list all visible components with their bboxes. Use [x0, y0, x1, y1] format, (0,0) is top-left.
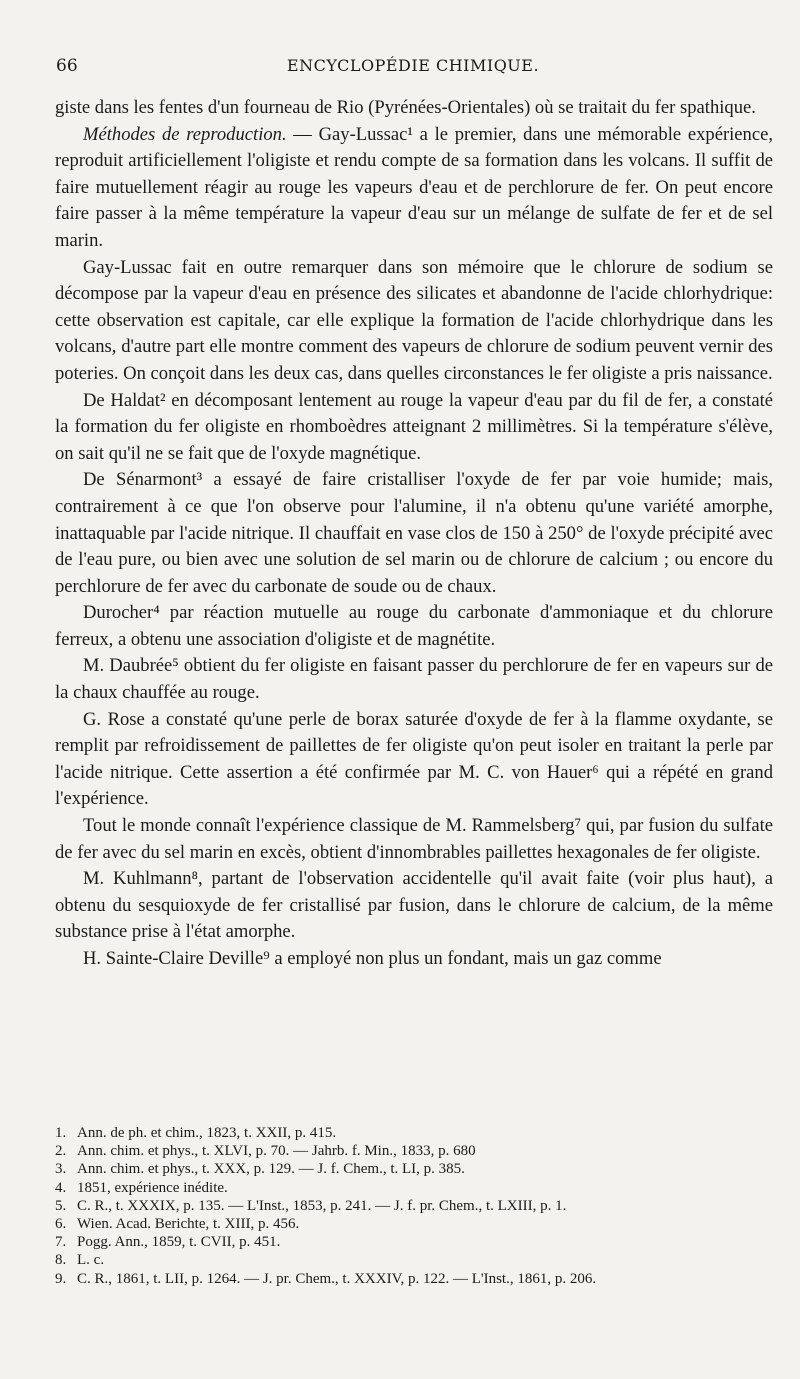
- footnote: 2. Ann. chim. et phys., t. XLVI, p. 70. — Jahrb. f. Min., 1833, p. 680: [55, 1143, 476, 1160]
- footnote: 6. Wien. Acad. Berichte, t. XIII, p. 456.: [55, 1216, 300, 1233]
- running-title: ENCYCLOPÉDIE CHIMIQUE.: [286, 56, 540, 75]
- footnote: 8. L. c.: [55, 1252, 105, 1269]
- paragraph: Méthodes de reproduction. — Gay-Lussac¹ a le premier, dans une mémorable expérience, reproduit artificiellement l'oligiste et rendu compte de sa formation dans les volcans. Il suffit de faire mutuellement réagir au rouge les vapeurs d'eau et de perchlorure de fer. On peut encore faire passer à la même température la vapeur d'eau sur un mélange de sulfate de fer et de sel marin.: [55, 123, 774, 251]
- page-header: [54, 56, 772, 82]
- paragraph: De Haldat² en décomposant lentement au rouge la vapeur d'eau par du fil de fer, a constaté la formation du fer oligiste en rhomboèdres atteignant 2 millimètres. Si la température s'élève, on sait qu'il ne se fait que de l'oxyde magnétique.: [55, 389, 773, 464]
- footnote: 4. 1851, expérience inédite.: [55, 1179, 228, 1196]
- paragraph: De Sénarmont³ a essayé de faire cristalliser l'oxyde de fer par voie humide; mais, contrairement à ce que l'on observe pour l'alumine, il n'a obtenu qu'une variété amorphe, inattaquable par l'acide nitrique. Il chauffait en vase clos de 150 à 250° de l'oxyde précipité avec de l'eau pure, ou bien avec une solution de sel marin ou de chlorure de calcium ; ou encore du perchlorure de fer avec du carbonate de soude ou de chaux.: [55, 469, 773, 597]
- footnote: 1. Ann. de ph. et chim., 1823, t. XXII, p. 415.: [55, 1125, 337, 1141]
- paragraph: Tout le monde connaît l'expérience classique de M. Rammelsberg⁷ qui, par fusion du sulfate de fer avec du sel marin en excès, obtient d'innombrables paillettes hexagonales de fer oligiste.: [55, 815, 773, 863]
- paragraph: giste dans les fentes d'un fourneau de Rio (Pyrénées-Orientales) où se traitait du fer spathique.: [55, 97, 756, 118]
- paragraph: H. Sainte-Claire Deville⁹ a employé non plus un fondant, mais un gaz comme: [83, 948, 662, 969]
- paragraph: Gay-Lussac fait en outre remarquer dans son mémoire que le chlorure de sodium se décompose par la vapeur d'eau en présence des silicates et abandonne de l'acide chlorhydrique: cette observation est capitale, car elle explique la formation de l'acide chlorhydrique dans les volcans, d'autre part elle montre comment des vapeurs de chlorure de sodium peuvent vernir des poteries. On conçoit dans les deux cas, dans quelles circonstances le fer oligiste a pris naissance.: [55, 256, 773, 384]
- page-number: 66: [56, 56, 78, 76]
- footnote: 3. Ann. chim. et phys., t. XXX, p. 129. — J. f. Chem., t. LI, p. 385.: [55, 1161, 465, 1178]
- paragraph: G. Rose a constaté qu'une perle de borax saturée d'oxyde de fer à la flamme oxydante, se remplit par refroidissement de paillettes de fer oligiste qu'on peut isoler en traitant la perle par l'acide nitrique. Cette assertion a été confirmée par M. C. von Hauer⁶ qui a répété en grand l'expérience.: [55, 708, 773, 810]
- footnote: 7. Pogg. Ann., 1859, t. CVII, p. 451.: [55, 1234, 281, 1251]
- paragraph: Durocher⁴ par réaction mutuelle au rouge du carbonate d'ammoniaque et du chlorure ferreux, a obtenu une association d'oligiste et de magnétite.: [55, 602, 773, 650]
- body-text: [55, 95, 773, 973]
- paragraph: M. Kuhlmann⁸, partant de l'observation accidentelle qu'il avait faite (voir plus haut), a obtenu du sesquioxyde de fer cristallisé par fusion, dans le chlorure de calcium, de la même substance prise à l'état amorphe.: [55, 868, 773, 943]
- section-heading: Méthodes de reproduction.: [83, 123, 287, 145]
- footnote: 5. C. R., t. XXXIX, p. 135. — L'Inst., 1853, p. 241. — J. f. pr. Chem., t. LXIII, p. 1.: [55, 1197, 567, 1214]
- footnotes: [55, 1124, 773, 1288]
- footnote: 9. C. R., 1861, t. LII, p. 1264. — J. pr. Chem., t. XXXIV, p. 122. — L'Inst., 1861, p. 206.: [55, 1270, 597, 1287]
- paragraph: M. Daubrée⁵ obtient du fer oligiste en faisant passer du perchlorure de fer en vapeurs sur de la chaux chauffée au rouge.: [55, 655, 773, 704]
